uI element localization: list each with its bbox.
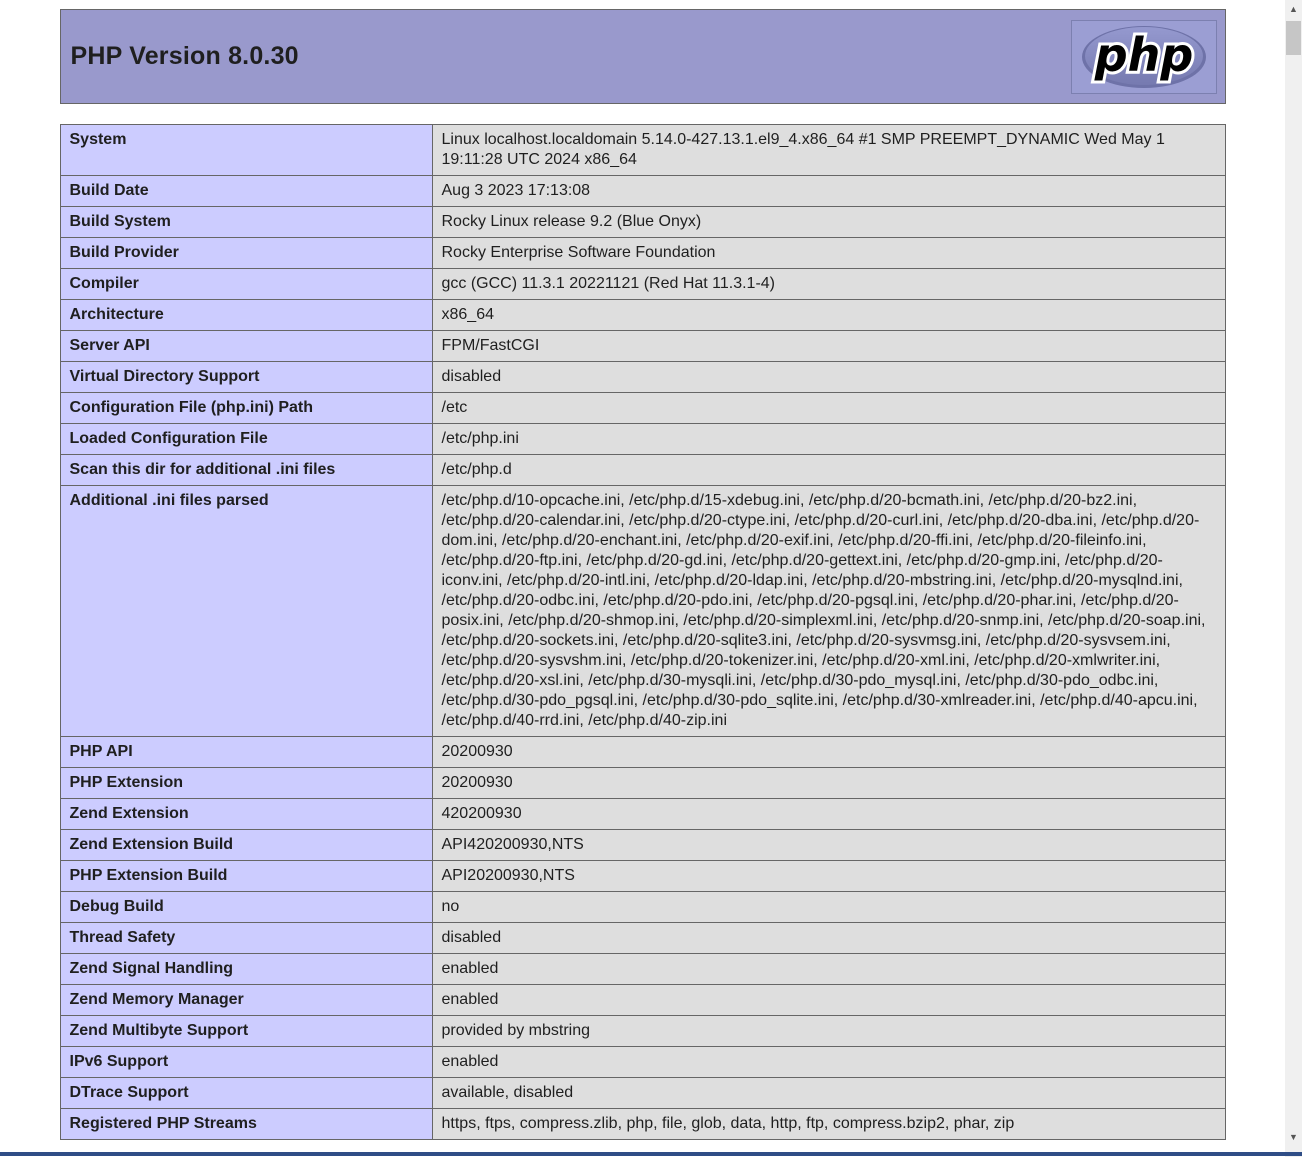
row-label: Registered PHP Streams	[60, 1109, 432, 1140]
table-row	[60, 1109, 1225, 1140]
page-title: PHP Version 8.0.30	[70, 42, 299, 70]
table-row	[60, 331, 1225, 362]
row-value: Linux localhost.localdomain 5.14.0-427.13.1.el9_4.x86_64 #1 SMP PREEMPT_DYNAMIC Wed May 1 19:11:28 UTC 2024 x86_64	[432, 125, 1225, 176]
table-row	[60, 486, 1225, 737]
row-value: disabled	[432, 923, 1225, 954]
table-row	[60, 300, 1225, 331]
row-label: IPv6 Support	[60, 1047, 432, 1078]
row-label: Virtual Directory Support	[60, 362, 432, 393]
table-row	[60, 799, 1225, 830]
row-label: PHP Extension	[60, 768, 432, 799]
row-label: Zend Extension	[60, 799, 432, 830]
row-value: disabled	[432, 362, 1225, 393]
row-value: enabled	[432, 954, 1225, 985]
row-value: 420200930	[432, 799, 1225, 830]
row-label: Zend Memory Manager	[60, 985, 432, 1016]
table-row	[60, 393, 1225, 424]
row-label: Server API	[60, 331, 432, 362]
php-logo[interactable]	[1071, 20, 1217, 94]
row-value: Aug 3 2023 17:13:08	[432, 176, 1225, 207]
table-row	[60, 362, 1225, 393]
vertical-scrollbar[interactable]	[1285, 0, 1302, 1157]
row-value: /etc/php.d	[432, 455, 1225, 486]
scroll-up-arrow-icon[interactable]: ▲	[1289, 3, 1298, 14]
row-value: enabled	[432, 985, 1225, 1016]
php-logo-text: php	[1094, 27, 1193, 82]
row-label: Build Date	[60, 176, 432, 207]
table-row	[60, 455, 1225, 486]
row-label: DTrace Support	[60, 1078, 432, 1109]
table-row	[60, 238, 1225, 269]
page-header	[60, 9, 1226, 104]
row-value: 20200930	[432, 737, 1225, 768]
row-label: Scan this dir for additional .ini files	[60, 455, 432, 486]
table-row	[60, 954, 1225, 985]
table-row	[60, 1078, 1225, 1109]
row-label: PHP API	[60, 737, 432, 768]
table-row	[60, 923, 1225, 954]
table-row	[60, 768, 1225, 799]
scrollbar-thumb[interactable]	[1286, 21, 1301, 55]
row-value: FPM/FastCGI	[432, 331, 1225, 362]
row-label: PHP Extension Build	[60, 861, 432, 892]
row-label: Thread Safety	[60, 923, 432, 954]
row-value: enabled	[432, 1047, 1225, 1078]
table-row	[60, 737, 1225, 768]
table-row	[60, 892, 1225, 923]
table-row	[60, 1016, 1225, 1047]
table-row	[60, 207, 1225, 238]
table-row	[60, 1047, 1225, 1078]
scroll-down-arrow-icon[interactable]: ▼	[1289, 1131, 1298, 1142]
row-value: Rocky Enterprise Software Foundation	[432, 238, 1225, 269]
row-value: gcc (GCC) 11.3.1 20221121 (Red Hat 11.3.1-4)	[432, 269, 1225, 300]
table-row	[60, 985, 1225, 1016]
php-info-table	[60, 124, 1226, 1140]
row-value: provided by mbstring	[432, 1016, 1225, 1047]
row-value: /etc	[432, 393, 1225, 424]
table-row	[60, 269, 1225, 300]
row-label: Additional .ini files parsed	[60, 486, 432, 737]
table-row	[60, 424, 1225, 455]
row-value: API420200930,NTS	[432, 830, 1225, 861]
row-value: no	[432, 892, 1225, 923]
row-label: System	[60, 125, 432, 176]
table-row	[60, 830, 1225, 861]
row-label: Configuration File (php.ini) Path	[60, 393, 432, 424]
row-label: Zend Extension Build	[60, 830, 432, 861]
row-value: /etc/php.ini	[432, 424, 1225, 455]
row-value: x86_64	[432, 300, 1225, 331]
row-label: Zend Signal Handling	[60, 954, 432, 985]
table-row	[60, 125, 1225, 176]
table-row	[60, 861, 1225, 892]
row-label: Compiler	[60, 269, 432, 300]
row-label: Architecture	[60, 300, 432, 331]
row-value: https, ftps, compress.zlib, php, file, glob, data, http, ftp, compress.bzip2, phar, zip	[432, 1109, 1225, 1140]
row-value: Rocky Linux release 9.2 (Blue Onyx)	[432, 207, 1225, 238]
row-label: Zend Multibyte Support	[60, 1016, 432, 1047]
window-bottom-edge	[0, 1152, 1302, 1156]
row-label: Debug Build	[60, 892, 432, 923]
table-row	[60, 176, 1225, 207]
row-label: Build System	[60, 207, 432, 238]
row-value: API20200930,NTS	[432, 861, 1225, 892]
row-label: Loaded Configuration File	[60, 424, 432, 455]
row-value: 20200930	[432, 768, 1225, 799]
row-value: /etc/php.d/10-opcache.ini, /etc/php.d/15-xdebug.ini, /etc/php.d/20-bcmath.ini, /etc/php.d/20-bz2.ini, /etc/php.d/20-calendar.ini, /etc/php.d/20-ctype.ini, /etc/php.d/20-curl.ini, /etc/php.d/20-dba.ini, /etc/php.d/20-dom.ini, /etc/php.d/20-enchant.ini, /etc/php.d/20-exif.ini, /etc/php.d/20-ffi.ini, /etc/php.d/20-fileinfo.ini, /etc/php.d/20-ftp.ini, /etc/php.d/20-gd.ini, /etc/php.d/20-gettext.ini, /etc/php.d/20-gmp.ini, /etc/php.d/20-iconv.ini, /etc/php.d/20-intl.ini, /etc/php.d/20-ldap.ini, /etc/php.d/20-mbstring.ini, /etc/php.d/20-mysqlnd.ini, /etc/php.d/20-odbc.ini, /etc/php.d/20-pdo.ini, /etc/php.d/20-pgsql.ini, /etc/php.d/20-phar.ini, /etc/php.d/20-posix.ini, /etc/php.d/20-shmop.ini, /etc/php.d/20-simplexml.ini, /etc/php.d/20-snmp.ini, /etc/php.d/20-soap.ini, /etc/php.d/20-sockets.ini, /etc/php.d/20-sqlite3.ini, /etc/php.d/20-sysvmsg.ini, /etc/php.d/20-sysvsem.ini, /etc/php.d/20-sysvshm.ini, /etc/php.d/20-tokenizer.ini, /etc/php.d/20-xml.ini, /etc/php.d/20-xmlwriter.ini, /etc/php.d/20-xsl.ini, /etc/php.d/30-mysqli.ini, /etc/php.d/30-pdo_mysql.ini, /etc/php.d/30-pdo_odbc.ini, /etc/php.d/30-pdo_pgsql.ini, /etc/php.d/30-pdo_sqlite.ini, /etc/php.d/30-xmlreader.ini, /etc/php.d/40-apcu.ini, /etc/php.d/40-rrd.ini, /etc/php.d/40-zip.ini	[432, 486, 1225, 737]
row-value: available, disabled	[432, 1078, 1225, 1109]
row-label: Build Provider	[60, 238, 432, 269]
